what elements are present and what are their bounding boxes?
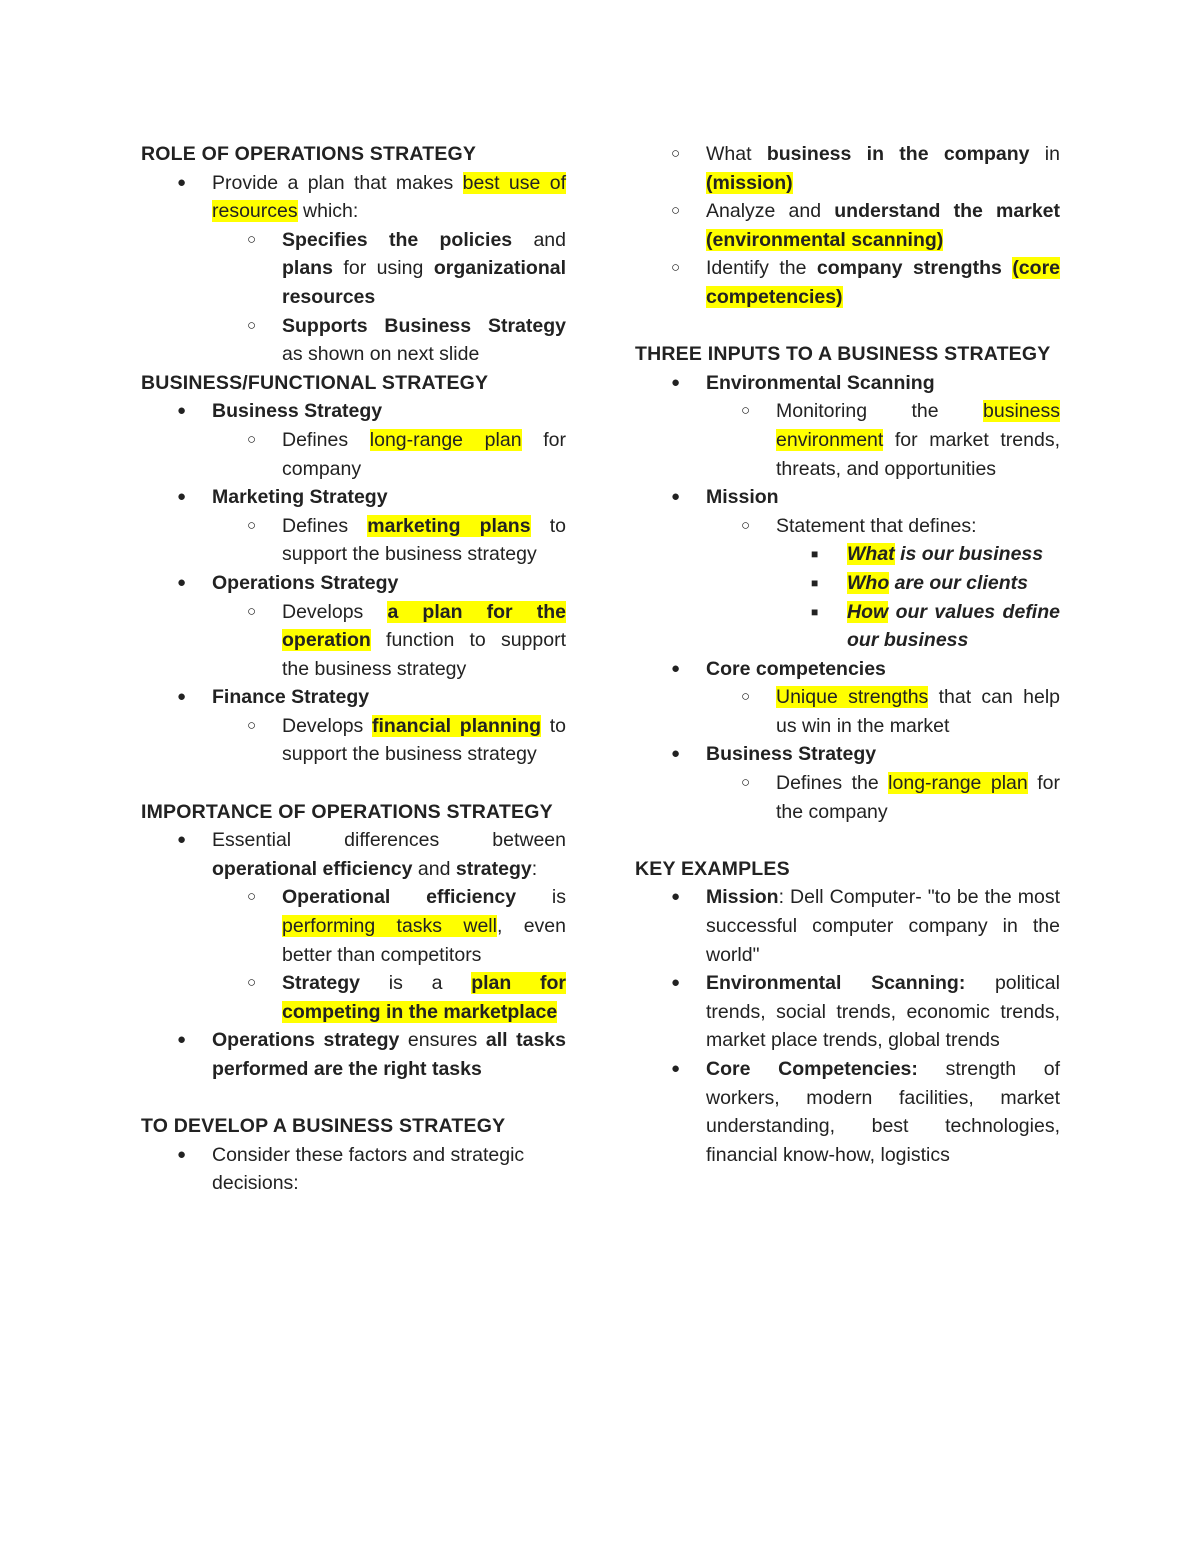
bullet-icon: ● — [671, 659, 681, 677]
highlight: Who — [847, 571, 890, 594]
highlight: financial planning — [372, 714, 542, 737]
list-item: ● Business Strategy — [141, 397, 566, 426]
continued-list — [635, 140, 1060, 312]
circle-bullet-icon: ○ — [741, 516, 751, 534]
bullet-list — [635, 369, 1060, 827]
section-title: ROLE OF OPERATIONS STRATEGY — [141, 143, 477, 165]
circle-bullet-icon: ○ — [247, 516, 257, 534]
list-item: ○ What business in the company in (mission) — [635, 140, 1060, 197]
circle-bullet-icon: ○ — [247, 230, 257, 248]
highlight: long-range plan — [369, 428, 522, 451]
bullet-icon: ● — [177, 831, 187, 849]
circle-bullet-icon: ○ — [247, 716, 257, 734]
circle-bullet-icon: ○ — [247, 974, 257, 992]
bullet-icon: ● — [671, 745, 681, 763]
list-item: ● Mission: Dell Computer- "to be the most successful computer company in the world" — [635, 883, 1060, 969]
list-item: ● Core Competencies: strength of workers, modern facilities, market understanding, best technologies, financial know-how, logistics — [635, 1055, 1060, 1169]
highlight: a plan for the operation — [282, 600, 566, 652]
section-three-inputs — [635, 340, 1060, 826]
square-bullet-icon: ■ — [811, 604, 819, 619]
list-item: ○ Strategy is a plan for competing in the marketplace — [141, 969, 566, 1026]
bullet-icon: ● — [177, 488, 187, 506]
list-item: ■ What is our business — [635, 540, 1060, 569]
circle-bullet-icon: ○ — [741, 688, 751, 706]
bullet-icon: ● — [177, 402, 187, 420]
list-item: ○ Develops a plan for the operation function to support the business strategy — [141, 598, 566, 684]
list-item: ■ How our values define our business — [635, 598, 1060, 655]
highlight: Unique strengths — [776, 686, 929, 709]
list-item: ○ Defines long-range plan for company — [141, 426, 566, 483]
section-title: BUSINESS/FUNCTIONAL STRATEGY — [141, 371, 489, 394]
highlight: marketing plans — [367, 514, 531, 537]
list-item: ● Essential differences between operational efficiency and strategy: — [141, 826, 566, 883]
list-item: ● Operations strategy ensures all tasks performed are the right tasks — [141, 1026, 566, 1083]
list-item: ● Business Strategy — [635, 740, 1060, 769]
highlight: (mission) — [706, 171, 793, 194]
list-item: ○ Defines marketing plans to support the business strategy — [141, 512, 566, 569]
list-item: ● Environmental Scanning: political trends, social trends, economic trends, market place trends, global trends — [635, 969, 1060, 1055]
bullet-icon: ● — [177, 1145, 187, 1163]
highlight: best use of resources — [212, 171, 566, 223]
highlight: performing tasks well — [282, 915, 497, 938]
spacer — [141, 769, 566, 798]
highlight: What — [847, 543, 895, 566]
spacer — [141, 1084, 566, 1113]
circle-bullet-icon: ○ — [247, 316, 257, 334]
list-item: ○ Monitoring the business environment for market trends, threats, and opportunities — [635, 397, 1060, 483]
highlight: (core competencies) — [706, 257, 1060, 308]
list-item: ● Finance Strategy — [141, 683, 566, 712]
section-role-of-operations-strategy — [141, 140, 566, 369]
bullet-icon: ● — [177, 1031, 187, 1049]
square-bullet-icon: ■ — [811, 547, 819, 562]
spacer — [635, 826, 1060, 855]
circle-bullet-icon: ○ — [671, 202, 681, 220]
list-item: ■ Who are our clients — [635, 569, 1060, 598]
circle-bullet-icon: ○ — [741, 402, 751, 420]
circle-bullet-icon: ○ — [671, 145, 681, 162]
section-title: TO DEVELOP A BUSINESS STRATEGY — [141, 1115, 506, 1138]
bullet-icon: ● — [177, 173, 187, 191]
section-title: THREE INPUTS TO A BUSINESS STRATEGY — [635, 343, 1051, 366]
list-item: ○ Specifies the policies and plans for using organizational resources — [141, 226, 566, 312]
list-item: ● Core competencies — [635, 655, 1060, 684]
bullet-icon: ● — [177, 688, 187, 706]
circle-bullet-icon: ○ — [671, 259, 681, 277]
list-item: ○ Identify the company strengths (core competencies) — [635, 254, 1060, 311]
bullet-icon: ● — [177, 573, 187, 591]
list-item: ○ Unique strengths that can help us win in the market — [635, 683, 1060, 740]
section-title: IMPORTANCE OF OPERATIONS STRATEGY — [141, 800, 553, 823]
section-key-examples — [635, 855, 1060, 1170]
circle-bullet-icon: ○ — [247, 602, 257, 620]
list-item: ○ Operational efficiency is performing tasks well, even better than competitors — [141, 883, 566, 969]
square-bullet-icon: ■ — [811, 575, 819, 590]
list-item: ○ Defines the long-range plan for the company — [635, 769, 1060, 826]
bullet-list — [141, 397, 566, 769]
list-item: ● Provide a plan that makes best use of resources which: — [141, 169, 566, 226]
spacer — [635, 312, 1060, 341]
list-item: ● Marketing Strategy — [141, 483, 566, 512]
list-item: ○ Supports Business Strategy as shown on next slide — [141, 312, 566, 369]
list-item: ● Environmental Scanning — [635, 369, 1060, 398]
section-to-develop-a-business-strategy — [141, 1112, 566, 1198]
bullet-list — [141, 826, 566, 1083]
circle-bullet-icon: ○ — [247, 430, 257, 448]
highlight: long-range plan — [888, 772, 1028, 795]
bullet-icon: ● — [671, 1060, 681, 1077]
bullet-icon: ● — [671, 488, 681, 506]
bullet-list — [141, 169, 566, 369]
left-column — [141, 140, 566, 1198]
section-title: KEY EXAMPLES — [635, 857, 790, 880]
list-item: ● Operations Strategy — [141, 569, 566, 598]
right-column — [635, 140, 1060, 1169]
section-business-functional-strategy — [141, 369, 566, 769]
bullet-list — [141, 1141, 566, 1198]
highlight: How — [847, 600, 889, 623]
circle-bullet-icon: ○ — [741, 774, 751, 792]
highlight: (environmental scanning) — [706, 228, 944, 251]
highlight: plan for competing in the marketplace — [282, 972, 567, 1023]
bullet-icon: ● — [671, 888, 681, 906]
highlight: business environment — [776, 400, 1060, 451]
list-item: ● Consider these factors and strategic decisions: — [141, 1141, 566, 1198]
list-item: ○ Develops financial planning to support the business strategy — [141, 712, 566, 769]
bullet-list — [635, 883, 1060, 1169]
list-item: ○ Analyze and understand the market (environmental scanning) — [635, 197, 1060, 254]
bullet-icon: ● — [671, 974, 681, 992]
list-item: ○ Statement that defines: — [635, 512, 1060, 541]
circle-bullet-icon: ○ — [247, 888, 257, 906]
section-importance-of-operations-strategy — [141, 798, 566, 1084]
bullet-icon: ● — [671, 373, 681, 391]
list-item: ● Mission — [635, 483, 1060, 512]
